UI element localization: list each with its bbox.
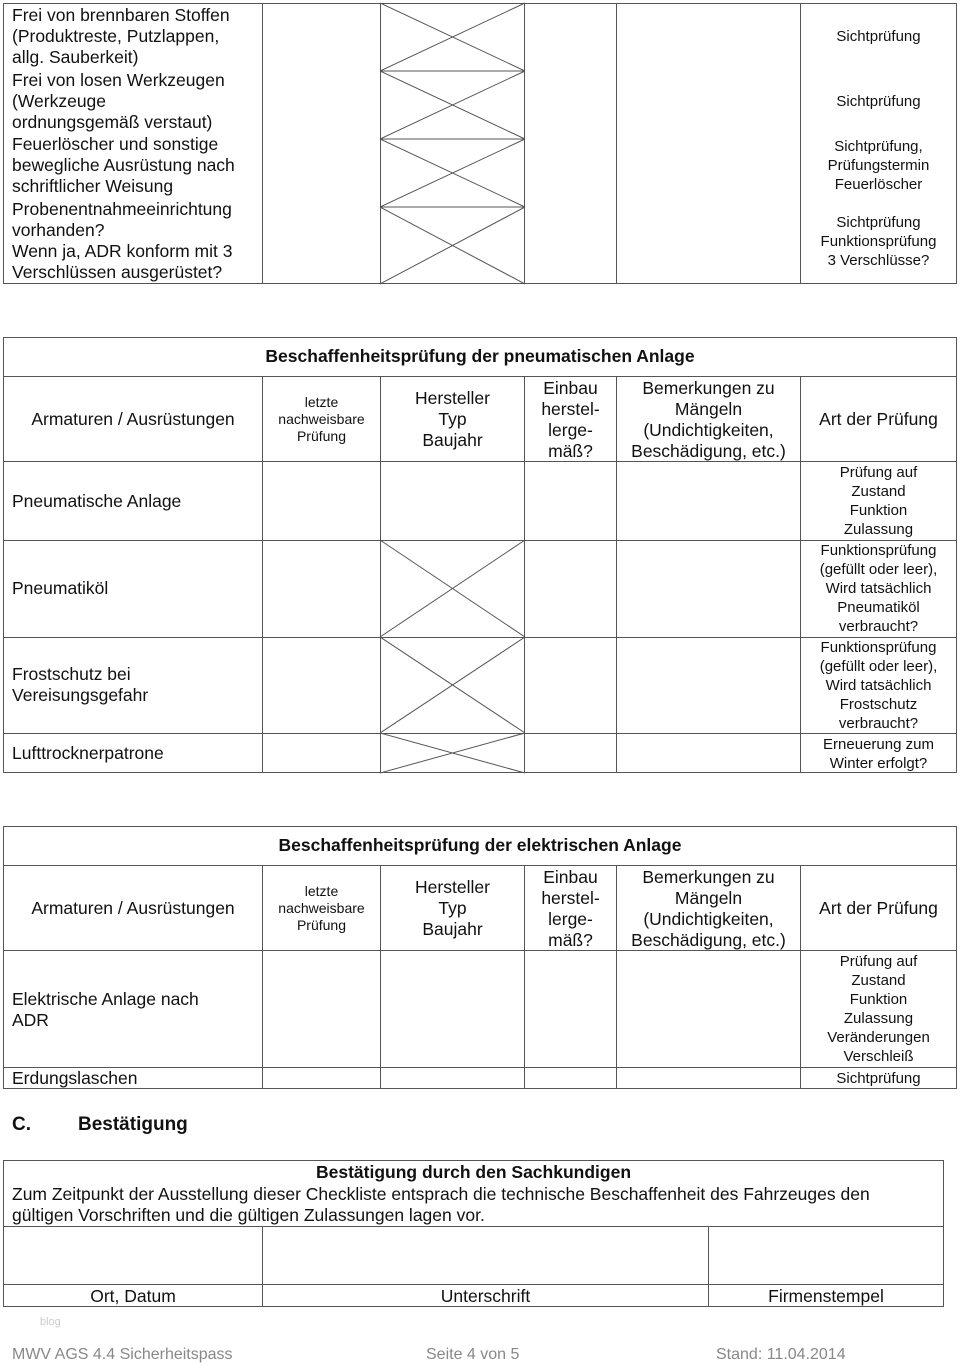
- footer-document-name: MWV AGS 4.4 Sicherheitspass: [12, 1346, 233, 1363]
- top-row-2-test: Sichtprüfung: [836, 93, 921, 110]
- header-equipment: Armaturen / Ausrüstungen: [31, 409, 235, 429]
- top-row-1-test: Sichtprüfung: [836, 28, 921, 45]
- header-manufacturer: Hersteller Typ Baujahr: [415, 877, 490, 939]
- place-date-label: Ort, Datum: [90, 1286, 176, 1306]
- top-row-1-label: Frei von brennbaren Stoffen (Produktreste, Putzlappen, allg. Sauberkeit): [12, 5, 230, 67]
- header-test-type: Art der Prüfung: [819, 898, 938, 918]
- pneumatic-row-1-test: Prüfung auf Zustand Funktion Zulassung: [839, 464, 918, 538]
- pneumatic-row-2-test: Funktionsprüfung (gefüllt oder leer), Wird tatsächlich Pneumatiköl verbraucht?: [819, 542, 938, 635]
- header-install: Einbau herstel- lerge- mäß?: [541, 378, 600, 461]
- header-remarks: Bemerkungen zu Mängeln (Undichtigkeiten, Beschädigung, etc.): [631, 867, 786, 950]
- watermark: blog: [40, 1316, 61, 1328]
- confirmation-title: Bestätigung durch den Sachkundigen: [315, 1162, 632, 1182]
- footer-page-number: Seite 4 von 5: [426, 1346, 520, 1363]
- header-test-type: Art der Prüfung: [819, 409, 938, 429]
- electrical-title: Beschaffenheitsprüfung der elektrischen Anlage: [278, 835, 682, 855]
- electrical-row-2-test: Sichtprüfung: [836, 1070, 921, 1087]
- footer-date: Stand: 11.04.2014: [716, 1346, 846, 1363]
- pneumatic-row-3-label: Frostschutz bei Vereisungsgefahr: [12, 664, 149, 705]
- section-c-title: Bestätigung: [78, 1114, 188, 1135]
- section-c-letter: C.: [12, 1114, 31, 1135]
- electrical-row-1-label: Elektrische Anlage nach ADR: [12, 989, 199, 1030]
- header-last-test: letzte nachweisbare Prüfung: [278, 883, 365, 933]
- header-remarks: Bemerkungen zu Mängeln (Undichtigkeiten, Beschädigung, etc.): [631, 378, 786, 461]
- electrical-row-1-test: Prüfung auf Zustand Funktion Zulassung Veränderungen Verschleiß: [827, 953, 930, 1065]
- crossed-out-cells: [380, 540, 525, 773]
- electrical-row-2-label: Erdungslaschen: [12, 1068, 138, 1088]
- top-row-2-label: Frei von losen Werkzeugen (Werkzeuge ordnungsgemäß verstaut): [12, 70, 225, 132]
- header-install: Einbau herstel- lerge- mäß?: [541, 867, 600, 950]
- header-manufacturer: Hersteller Typ Baujahr: [415, 388, 490, 450]
- top-row-3-test: Sichtprüfung, Prüfungstermin Feuerlöscher: [827, 138, 930, 193]
- top-row-3-label: Feuerlöscher und sonstige bewegliche Ausrüstung nach schriftlicher Weisung: [12, 134, 235, 196]
- header-last-test: letzte nachweisbare Prüfung: [278, 394, 365, 444]
- header-equipment: Armaturen / Ausrüstungen: [31, 898, 235, 918]
- top-row-4-test: Sichtprüfung Funktionsprüfung 3 Verschlüsse?: [820, 214, 937, 269]
- pneumatic-title: Beschaffenheitsprüfung der pneumatischen Anlage: [265, 346, 695, 366]
- top-row-4-label: Probenentnahmeeinrichtung vorhanden? Wenn ja, ADR konform mit 3 Verschlüssen ausgerüstet?: [12, 199, 233, 282]
- pneumatic-row-2-label: Pneumatiköl: [12, 578, 109, 598]
- pneumatic-row-4-label: Lufttrocknerpatrone: [12, 743, 164, 763]
- signature-label: Unterschrift: [440, 1286, 531, 1306]
- crossed-out-cells: [380, 3, 525, 284]
- pneumatic-row-4-test: Erneuerung zum Winter erfolgt?: [823, 736, 934, 772]
- confirmation-text: Zum Zeitpunkt der Ausstellung dieser Checkliste entsprach die technische Beschaffenheit des Fahrzeuges den gültigen Vorschriften und die gültigen Zulassungen lagen vor.: [12, 1184, 870, 1225]
- stamp-label: Firmenstempel: [768, 1286, 884, 1306]
- pneumatic-row-1-label: Pneumatische Anlage: [12, 491, 182, 511]
- pneumatic-row-3-test: Funktionsprüfung (gefüllt oder leer), Wird tatsächlich Frostschutz verbraucht?: [819, 639, 938, 732]
